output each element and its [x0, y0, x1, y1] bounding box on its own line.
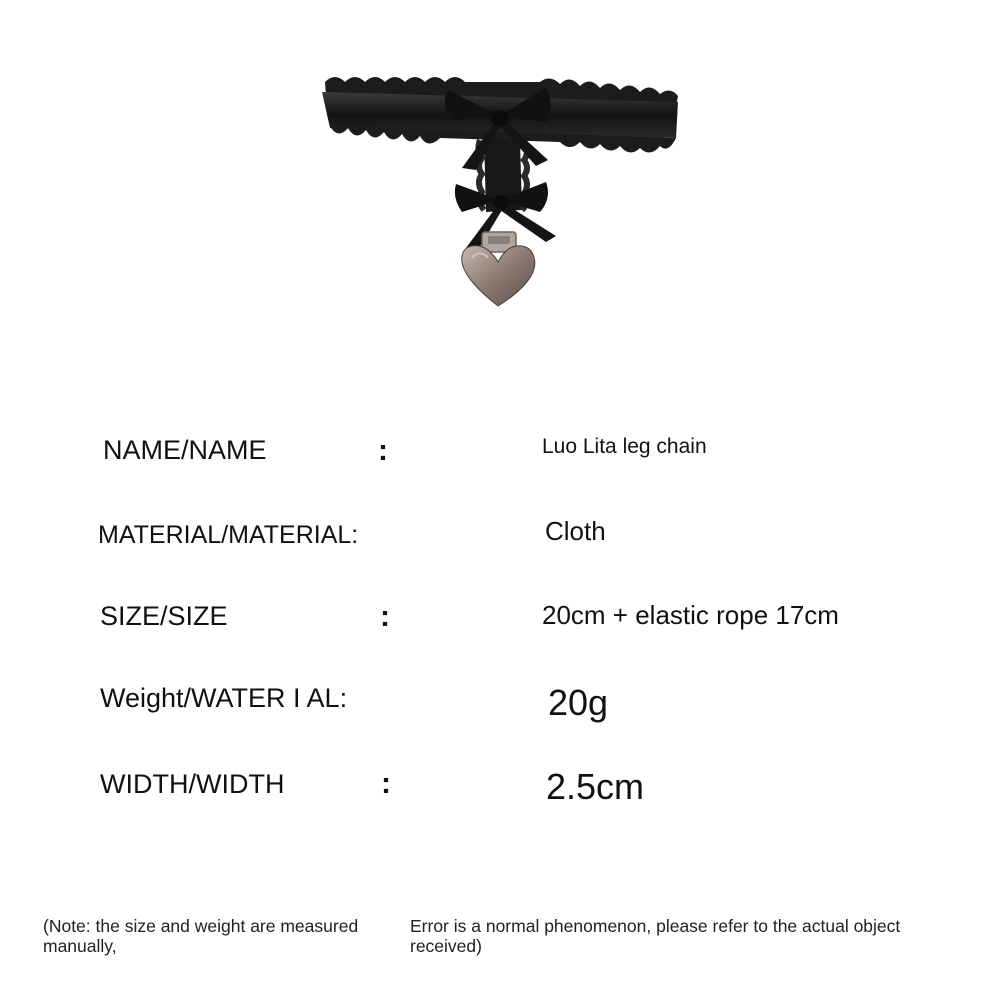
spec-value-width: 2.5cm — [546, 766, 645, 807]
spec-label-width: WIDTH/WIDTH — [100, 769, 285, 799]
product-photo — [300, 55, 700, 325]
spec-colon-size: : — [380, 600, 390, 633]
note-right: Error is a normal phenomenon, please refer to the actual object received) — [410, 916, 901, 956]
heart-pendant — [462, 246, 535, 306]
spec-label-size: SIZE/SIZE — [100, 601, 228, 631]
spec-value-weight: 20g — [548, 682, 609, 723]
spec-value-material: Cloth — [545, 516, 606, 546]
spec-colon-width: : — [381, 767, 391, 800]
spec-colon-name: : — [378, 434, 388, 467]
spec-label-name: NAME/NAME — [103, 435, 267, 465]
spec-label-material: MATERIAL/MATERIAL: — [98, 521, 359, 549]
spec-label-weight: Weight/WATER I AL: — [100, 683, 348, 713]
note-left: (Note: the size and weight are measured manually, — [43, 916, 359, 956]
spec-value-name: Luo Lita leg chain — [542, 435, 707, 458]
spec-value-size: 20cm + elastic rope 17cm — [542, 600, 839, 630]
